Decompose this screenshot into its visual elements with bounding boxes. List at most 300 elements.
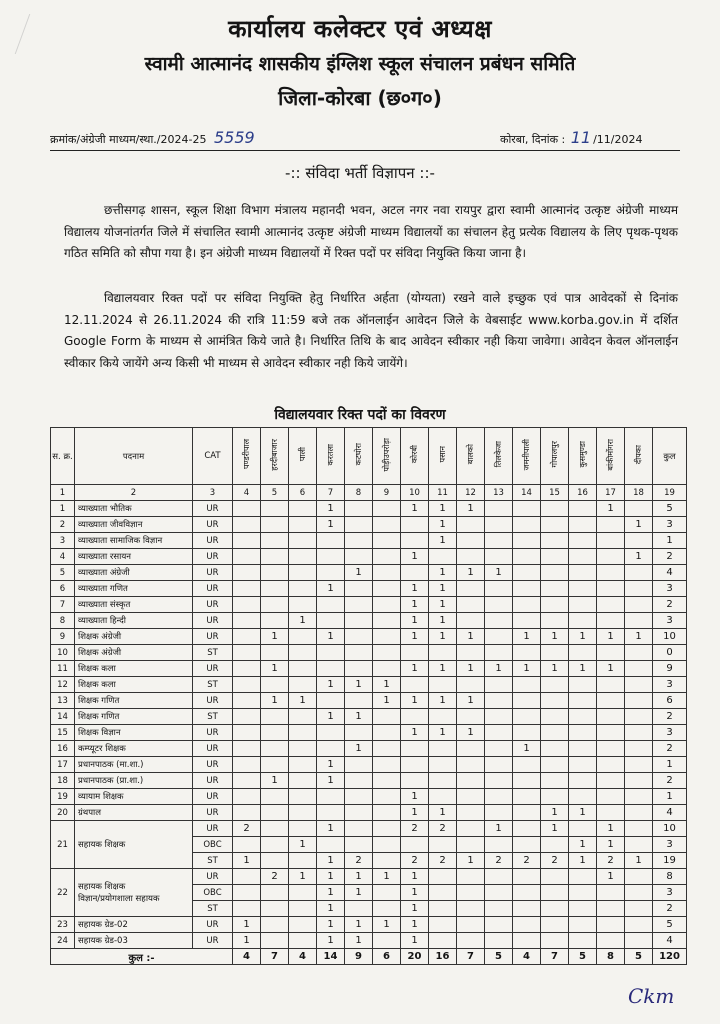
row-count <box>261 549 289 565</box>
row-count: 1 <box>317 933 345 949</box>
row-count <box>373 789 401 805</box>
row-count <box>261 885 289 901</box>
row-count <box>401 517 429 533</box>
row-count <box>457 869 485 885</box>
row-count <box>625 613 653 629</box>
row-cat: UR <box>193 549 233 565</box>
row-count <box>513 773 541 789</box>
school-name: कुसमुण्डा <box>578 441 587 468</box>
header-school <box>401 428 429 485</box>
row-count <box>625 805 653 821</box>
row-count <box>485 869 513 885</box>
row-sr: 16 <box>51 741 75 757</box>
row-count <box>457 597 485 613</box>
row-count <box>569 597 597 613</box>
row-count <box>513 885 541 901</box>
row-count <box>513 501 541 517</box>
table-row <box>51 677 687 693</box>
row-cat: UR <box>193 773 233 789</box>
total-count: 4 <box>513 949 541 965</box>
row-count: 1 <box>569 837 597 853</box>
row-count <box>261 677 289 693</box>
row-count <box>373 805 401 821</box>
row-count <box>625 821 653 837</box>
row-count: 1 <box>289 869 317 885</box>
row-count <box>401 757 429 773</box>
row-count <box>233 517 261 533</box>
row-count <box>569 677 597 693</box>
total-count: 7 <box>541 949 569 965</box>
row-total: 1 <box>653 789 687 805</box>
row-count: 1 <box>401 933 429 949</box>
row-count: 1 <box>317 885 345 901</box>
row-count <box>513 725 541 741</box>
row-count <box>261 853 289 869</box>
row-count <box>625 693 653 709</box>
row-total: 4 <box>653 933 687 949</box>
row-count <box>289 597 317 613</box>
header-school <box>569 428 597 485</box>
row-count <box>233 533 261 549</box>
total-count: 6 <box>373 949 401 965</box>
row-count <box>401 741 429 757</box>
school-name: करतला <box>326 443 335 466</box>
row-count <box>485 741 513 757</box>
row-count <box>541 933 569 949</box>
row-count <box>233 789 261 805</box>
row-count: 1 <box>457 565 485 581</box>
table-row <box>51 821 687 837</box>
row-count <box>457 933 485 949</box>
row-count: 1 <box>345 885 373 901</box>
row-count <box>485 757 513 773</box>
row-count <box>261 917 289 933</box>
row-count: 1 <box>317 917 345 933</box>
row-count <box>513 933 541 949</box>
row-sr: 7 <box>51 597 75 613</box>
row-count <box>625 901 653 917</box>
row-post: शिक्षक गणित <box>75 693 193 709</box>
row-count <box>597 517 625 533</box>
row-count <box>233 677 261 693</box>
row-count <box>317 741 345 757</box>
row-count <box>289 853 317 869</box>
row-count: 1 <box>401 613 429 629</box>
row-count <box>317 597 345 613</box>
row-count <box>513 549 541 565</box>
row-count: 1 <box>457 853 485 869</box>
row-count <box>233 581 261 597</box>
row-count <box>457 837 485 853</box>
row-total: 2 <box>653 901 687 917</box>
row-count: 1 <box>597 501 625 517</box>
row-total: 3 <box>653 725 687 741</box>
row-post: व्याख्याता रसायन <box>75 549 193 565</box>
row-count <box>625 885 653 901</box>
row-count <box>569 821 597 837</box>
school-name: दीपका <box>634 444 643 465</box>
row-count <box>625 661 653 677</box>
table-header-row <box>51 428 687 485</box>
column-number: 14 <box>513 485 541 501</box>
column-number: 9 <box>373 485 401 501</box>
row-count <box>569 581 597 597</box>
table-row <box>51 709 687 725</box>
row-count <box>373 645 401 661</box>
row-count <box>457 901 485 917</box>
total-count: 8 <box>597 949 625 965</box>
row-count <box>457 613 485 629</box>
header-school <box>233 428 261 485</box>
row-count: 1 <box>401 789 429 805</box>
row-count <box>289 629 317 645</box>
row-count <box>289 677 317 693</box>
header-school <box>373 428 401 485</box>
row-cat: ST <box>193 645 233 661</box>
row-count <box>373 517 401 533</box>
row-count <box>569 517 597 533</box>
row-count <box>513 757 541 773</box>
row-count <box>541 885 569 901</box>
table-row <box>51 517 687 533</box>
row-count <box>597 581 625 597</box>
row-post: व्याख्याता जीवविज्ञान <box>75 517 193 533</box>
row-count: 1 <box>541 629 569 645</box>
row-count <box>625 645 653 661</box>
school-name: बांकीमोंगरा <box>606 438 615 471</box>
row-count <box>429 869 457 885</box>
row-count <box>569 533 597 549</box>
row-count <box>233 709 261 725</box>
header-divider <box>50 150 680 151</box>
header-sr: स. क्र. <box>51 428 75 485</box>
row-count <box>569 789 597 805</box>
row-post: सहायक शिक्षक <box>75 821 193 869</box>
total-row <box>51 949 687 965</box>
row-count: 2 <box>429 853 457 869</box>
row-count: 1 <box>401 597 429 613</box>
row-count <box>289 805 317 821</box>
row-count <box>401 533 429 549</box>
table-row <box>51 661 687 677</box>
row-cat: ST <box>193 901 233 917</box>
row-count <box>485 933 513 949</box>
row-count <box>345 517 373 533</box>
column-number: 6 <box>289 485 317 501</box>
row-count: 2 <box>513 853 541 869</box>
row-count: 1 <box>345 677 373 693</box>
row-post: व्याख्याता गणित <box>75 581 193 597</box>
header-school <box>289 428 317 485</box>
header-cat: CAT <box>193 428 233 485</box>
row-sr: 14 <box>51 709 75 725</box>
row-count <box>261 533 289 549</box>
row-post: व्याख्याता संस्कृत <box>75 597 193 613</box>
row-count <box>569 933 597 949</box>
row-post: प्रधानपाठक (प्रा.शा.) <box>75 773 193 789</box>
row-count <box>625 837 653 853</box>
row-count: 1 <box>289 837 317 853</box>
row-count <box>625 917 653 933</box>
row-count <box>513 533 541 549</box>
row-count: 1 <box>429 533 457 549</box>
row-count <box>485 533 513 549</box>
row-count <box>541 597 569 613</box>
column-number: 1 <box>51 485 75 501</box>
row-count <box>541 789 569 805</box>
row-count: 1 <box>513 741 541 757</box>
row-count <box>625 757 653 773</box>
row-post <box>75 869 193 917</box>
row-count <box>233 613 261 629</box>
row-count <box>401 837 429 853</box>
row-post: व्याख्याता हिन्दी <box>75 613 193 629</box>
row-count: 1 <box>513 661 541 677</box>
row-count <box>373 773 401 789</box>
row-count <box>485 629 513 645</box>
row-count: 1 <box>401 917 429 933</box>
school-name: गोपालपुर <box>550 441 559 468</box>
row-sr: 23 <box>51 917 75 933</box>
total-count: 14 <box>317 949 345 965</box>
row-total: 2 <box>653 741 687 757</box>
row-count <box>457 709 485 725</box>
table-row <box>51 789 687 805</box>
row-count <box>597 901 625 917</box>
row-count: 1 <box>569 853 597 869</box>
row-sr: 5 <box>51 565 75 581</box>
row-count <box>289 821 317 837</box>
row-count <box>261 837 289 853</box>
row-count <box>597 645 625 661</box>
row-count <box>457 757 485 773</box>
row-count: 1 <box>569 805 597 821</box>
row-count: 1 <box>513 629 541 645</box>
row-count <box>261 565 289 581</box>
row-count <box>261 581 289 597</box>
row-count <box>513 597 541 613</box>
row-count <box>513 677 541 693</box>
row-cat: UR <box>193 661 233 677</box>
column-number: 2 <box>75 485 193 501</box>
row-sr: 24 <box>51 933 75 949</box>
row-count: 2 <box>261 869 289 885</box>
row-sr: 6 <box>51 581 75 597</box>
row-count: 1 <box>317 501 345 517</box>
column-number: 16 <box>569 485 597 501</box>
header-school <box>485 428 513 485</box>
row-count: 1 <box>317 581 345 597</box>
row-count <box>625 677 653 693</box>
row-count <box>373 501 401 517</box>
row-count <box>345 629 373 645</box>
row-count <box>373 629 401 645</box>
row-count <box>541 533 569 549</box>
row-cat: ST <box>193 853 233 869</box>
row-count <box>373 581 401 597</box>
row-cat: UR <box>193 789 233 805</box>
header-school <box>513 428 541 485</box>
date-day-handwritten: 11 <box>570 128 592 147</box>
header-school <box>261 428 289 485</box>
row-count: 2 <box>233 821 261 837</box>
row-count <box>289 901 317 917</box>
header-school <box>597 428 625 485</box>
row-count <box>541 869 569 885</box>
header-school <box>541 428 569 485</box>
row-sr: 19 <box>51 789 75 805</box>
row-count <box>625 725 653 741</box>
row-post: सहायक ग्रेड-02 <box>75 917 193 933</box>
row-count: 1 <box>373 677 401 693</box>
table-row <box>51 869 687 885</box>
grand-total: 120 <box>653 949 687 965</box>
row-count <box>541 581 569 597</box>
row-count <box>429 933 457 949</box>
row-count <box>261 597 289 613</box>
row-cat: UR <box>193 821 233 837</box>
row-count <box>373 709 401 725</box>
row-count <box>625 869 653 885</box>
row-count <box>541 645 569 661</box>
row-count: 1 <box>373 869 401 885</box>
row-count <box>597 789 625 805</box>
row-count <box>569 709 597 725</box>
row-cat: ST <box>193 677 233 693</box>
row-total: 5 <box>653 501 687 517</box>
row-count <box>541 837 569 853</box>
row-count <box>289 645 317 661</box>
row-sr: 15 <box>51 725 75 741</box>
row-count: 1 <box>401 629 429 645</box>
row-count <box>289 501 317 517</box>
school-name: बालको <box>466 444 475 465</box>
row-count: 1 <box>317 869 345 885</box>
row-count <box>569 741 597 757</box>
row-count: 1 <box>373 917 401 933</box>
row-count <box>541 725 569 741</box>
row-count <box>373 933 401 949</box>
row-count: 1 <box>401 805 429 821</box>
table-row <box>51 549 687 565</box>
row-count <box>597 757 625 773</box>
row-count <box>625 565 653 581</box>
row-count: 2 <box>429 821 457 837</box>
row-count <box>597 709 625 725</box>
row-count: 1 <box>429 501 457 517</box>
row-count: 1 <box>569 661 597 677</box>
row-total: 2 <box>653 597 687 613</box>
row-count <box>625 501 653 517</box>
row-count <box>373 885 401 901</box>
row-count: 1 <box>317 709 345 725</box>
row-post: व्यायाम शिक्षक <box>75 789 193 805</box>
row-count <box>597 597 625 613</box>
row-total: 3 <box>653 837 687 853</box>
row-count <box>289 885 317 901</box>
row-count <box>485 885 513 901</box>
row-count <box>569 917 597 933</box>
row-count <box>233 565 261 581</box>
row-count <box>597 805 625 821</box>
row-sr: 18 <box>51 773 75 789</box>
reference-prefix: क्रमांक/अंग्रेजी माध्यम/स्था./2024-25 <box>50 133 207 146</box>
reference-number <box>50 128 255 147</box>
row-count <box>513 917 541 933</box>
row-post: प्रधानपाठक (मा.शा.) <box>75 757 193 773</box>
row-count: 1 <box>429 613 457 629</box>
row-count <box>233 869 261 885</box>
column-number: 8 <box>345 485 373 501</box>
row-count: 1 <box>345 933 373 949</box>
school-name: कटघोरा <box>354 443 363 466</box>
row-count <box>373 597 401 613</box>
column-number: 10 <box>401 485 429 501</box>
row-count <box>373 725 401 741</box>
row-count <box>541 613 569 629</box>
row-count <box>233 629 261 645</box>
row-cat: UR <box>193 597 233 613</box>
row-count <box>485 709 513 725</box>
row-count <box>625 581 653 597</box>
row-count <box>597 565 625 581</box>
row-count: 1 <box>233 917 261 933</box>
row-count <box>457 805 485 821</box>
row-count <box>513 821 541 837</box>
row-count <box>261 805 289 821</box>
paragraph-intro: छत्तीसगढ़ शासन, स्कूल शिक्षा विभाग मंत्रालय महानदी भवन, अटल नगर नवा रायपुर द्वारा स्वामी आत्मानंद उत्कृष्ट अंग्रेजी माध्यम विद्यालय योजनांतर्गत जिले में संचालित स्वामी आत्मानंद उत्कृष्ट अंग्रेजी माध्यम विद्यालयों का संचालन हेतु प्रत्येक विद्यालय के लिए पृथक-पृथक गठित समिति को सौपा गया है। इन अंग्रेजी माध्यम विद्यालयों में रिक्त पदों पर संविदा नियुक्ति किया जाना है। <box>64 203 678 260</box>
row-count <box>625 933 653 949</box>
row-count: 1 <box>261 773 289 789</box>
total-count: 7 <box>457 949 485 965</box>
row-count <box>429 885 457 901</box>
row-count <box>233 725 261 741</box>
row-count: 1 <box>429 597 457 613</box>
row-count <box>485 677 513 693</box>
table-row <box>51 565 687 581</box>
row-count <box>485 693 513 709</box>
row-count <box>569 885 597 901</box>
row-count <box>513 581 541 597</box>
row-count <box>373 741 401 757</box>
row-count: 1 <box>401 549 429 565</box>
row-total: 1 <box>653 757 687 773</box>
school-name: पसान <box>438 446 447 463</box>
row-count <box>317 661 345 677</box>
row-count: 1 <box>485 821 513 837</box>
row-count: 1 <box>597 869 625 885</box>
row-count <box>317 565 345 581</box>
row-count <box>457 885 485 901</box>
column-number-row <box>51 485 687 501</box>
row-count: 2 <box>345 853 373 869</box>
row-count <box>289 917 317 933</box>
total-count: 5 <box>625 949 653 965</box>
row-count <box>373 549 401 565</box>
row-sr: 12 <box>51 677 75 693</box>
row-sr: 10 <box>51 645 75 661</box>
row-post: शिक्षक विज्ञान <box>75 725 193 741</box>
row-count <box>513 709 541 725</box>
row-count <box>429 757 457 773</box>
table-row <box>51 597 687 613</box>
row-count <box>261 709 289 725</box>
row-count <box>317 613 345 629</box>
row-count <box>233 901 261 917</box>
row-count <box>289 533 317 549</box>
row-count <box>317 693 345 709</box>
row-count <box>597 917 625 933</box>
